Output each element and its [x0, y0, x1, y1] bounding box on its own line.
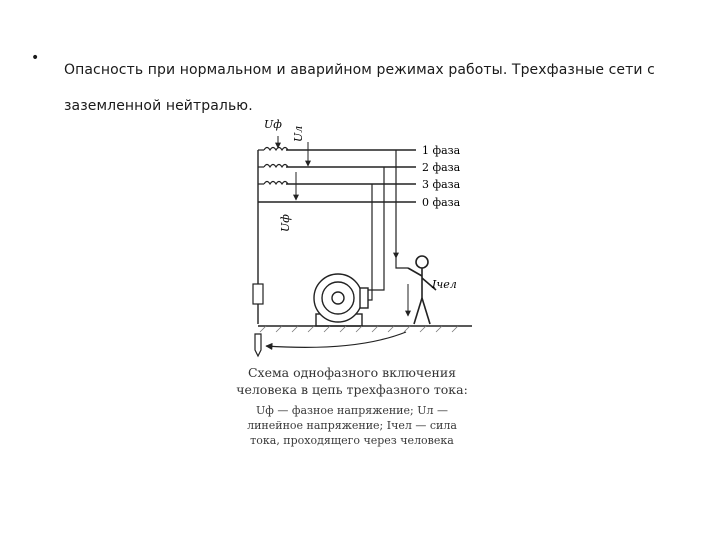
circuit-diagram: [236, 112, 476, 366]
i-person-symbol: Iчел: [432, 278, 457, 291]
transformer-windings: [264, 148, 288, 185]
u-line-symbol: Uл: [292, 125, 305, 142]
ground-current-path: [266, 332, 406, 347]
u-phase-symbol-bottom: Uф: [279, 214, 292, 232]
phase-label-2: 2 фаза: [422, 161, 461, 174]
phase-label-3: 3 фаза: [422, 178, 461, 191]
phase-label-0: 0 фаза: [422, 196, 461, 209]
circuit-diagram-svg: [236, 112, 476, 362]
u-phase-symbol-top: Uф: [264, 118, 282, 131]
caption-title: Схема однофазного включения человека в цепь трехфазного тока:: [236, 365, 468, 397]
bullet-marker: •: [31, 50, 40, 66]
ground-electrode: [255, 334, 261, 356]
phase-label-1: 1 фаза: [422, 144, 461, 157]
grounding-resistor: [253, 284, 263, 304]
slide-heading: Опасность при нормальном и аварийном режимах работы. Трехфазные сети с заземленной нейтралью.: [64, 62, 655, 114]
ground-hatching: [260, 326, 458, 332]
caption-legend: Uф — фазное напряжение; Uл — линейное напряжение; Iчел — сила тока, проходящего через человека: [247, 404, 457, 447]
figure-caption: [232, 364, 472, 448]
electric-motor: [314, 274, 368, 326]
